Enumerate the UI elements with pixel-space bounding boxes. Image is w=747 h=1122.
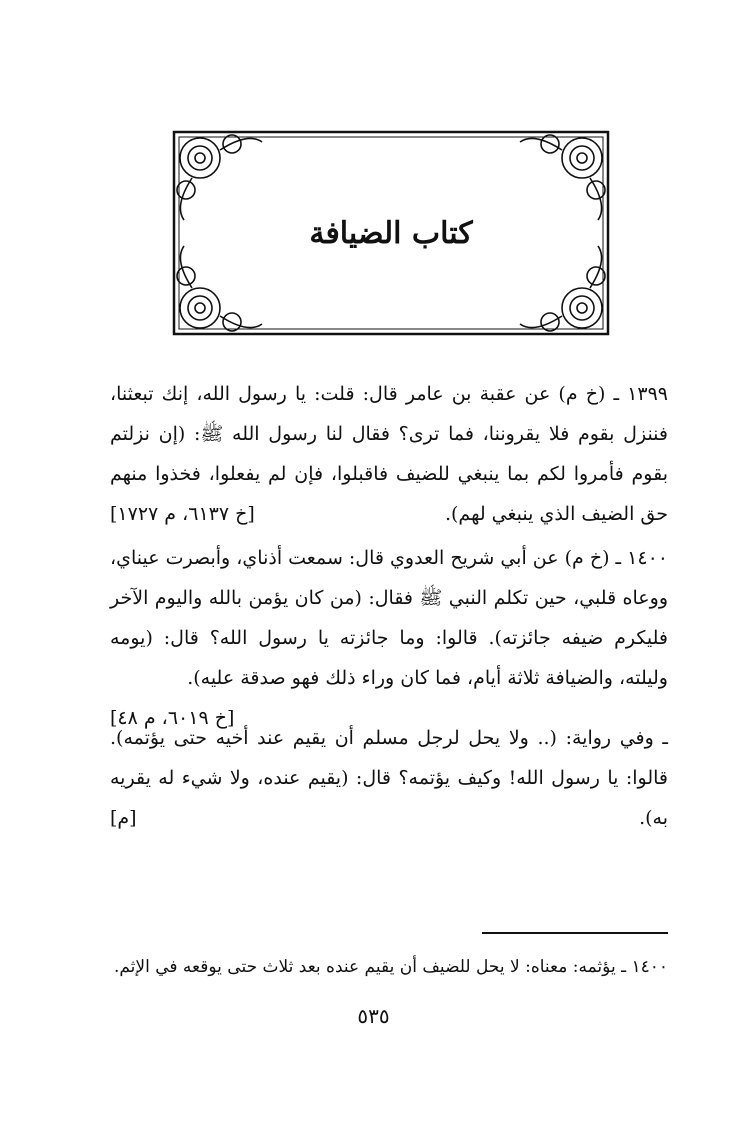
corner-ornament-bottom-left <box>177 246 262 331</box>
hadith-reference: [خ ٦١٣٧، م ١٧٢٧] <box>110 503 255 525</box>
hadith-text: ١٣٩٩ ـ (خ م) عن عقبة بن عامر قال: قلت: يا رسول الله، إنك تبعثنا، فننزل بقوم فلا يقروننا، فما ترى؟ فقال لنا رسول الله ﷺ: (إن نزلتم بقوم فأمروا لكم بما ينبغي للضيف فاقبلوا، فإن لم يفعلوا، فخذوا منهم حق الضيف الذي ينبغي لهم). <box>110 383 668 525</box>
riwaya-text: ـ وفي رواية: (.. ولا يحل لرجل مسلم أن يقيم عند أخيه حتى يؤتمه). قالوا: يا رسول الله! وكيف يؤتمه؟ قال: (يقيم عنده، ولا شيء له يقريه به). <box>110 727 668 829</box>
hadith-1399 <box>110 374 668 534</box>
riwaya-reference: [م] <box>110 807 137 829</box>
chapter-title: كتاب الضيافة <box>309 216 473 251</box>
riwaya-paragraph <box>110 718 668 838</box>
chapter-title-frame <box>170 128 612 338</box>
page-number: ٥٣٥ <box>357 1004 390 1028</box>
footnote: ١٤٠٠ ـ يؤثمه: معناه: لا يحل للضيف أن يقيم عنده بعد ثلاث حتى يوقعه في الإثم. <box>113 957 668 977</box>
corner-ornament-bottom-right <box>520 246 605 331</box>
hadith-text: ١٤٠٠ ـ (خ م) عن أبي شريح العدوي قال: سمعت أذناي، وأبصرت عيناي، ووعاه قلبي، حين تكلم النبي ﷺ فقال: (من كان يؤمن بالله واليوم الآخر فليكرم ضيفه جائزته). قالوا: وما جائزته يا رسول الله؟ قال: (يومه وليلته، والضيافة ثلاثة أيام، فما كان وراء ذلك فهو صدقة عليه). <box>110 547 668 689</box>
corner-ornament-top-right <box>520 135 605 220</box>
footnote-divider <box>482 932 668 934</box>
hadith-1400 <box>110 538 668 738</box>
corner-ornament-top-left <box>177 135 262 220</box>
hadith-reference: [خ ٦٠١٩، م ٤٨] <box>110 707 235 729</box>
